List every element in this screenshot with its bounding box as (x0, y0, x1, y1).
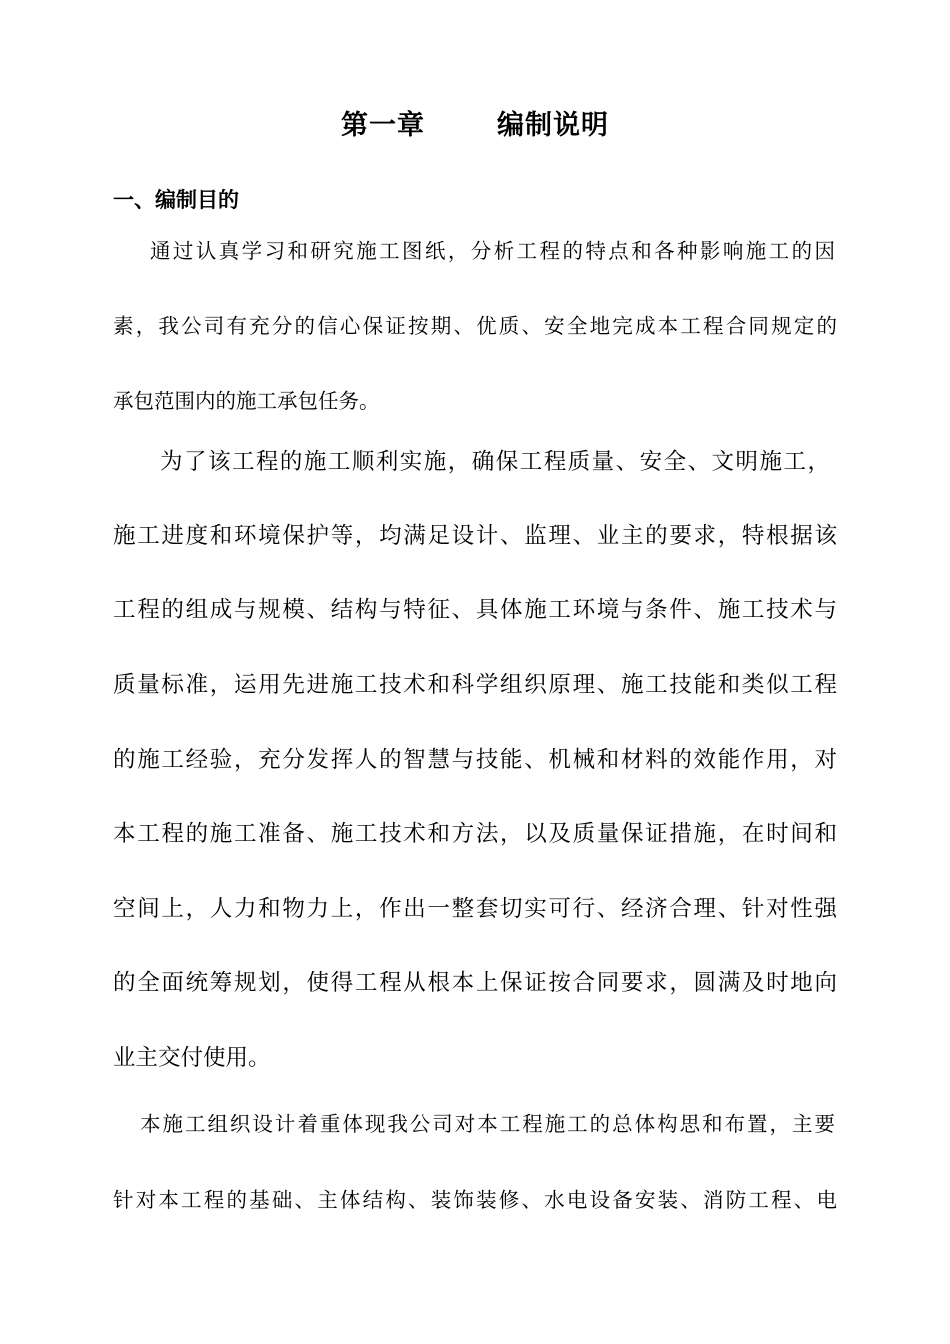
paragraph2-line-3: 工程的组成与规模、结构与特征、具体施工环境与条件、施工技术与 (113, 597, 837, 623)
section-heading: 一、编制目的 (113, 188, 239, 212)
paragraph2-line-6: 本工程的施工准备、施工技术和方法，以及质量保证措施，在时间和 (113, 821, 837, 847)
paragraph2-line-9: 业主交付使用。 (113, 1045, 271, 1071)
paragraph2-line-4: 质量标准，运用先进施工技术和科学组织原理、施工技能和类似工程 (113, 672, 837, 698)
paragraph2-line-7: 空间上，人力和物力上，作出一整套切实可行、经济合理、针对性强 (113, 896, 837, 922)
chapter-number: 第一章 (341, 110, 425, 141)
chapter-title (0, 106, 950, 146)
chapter-name: 编制说明 (497, 110, 609, 141)
paragraph1-line-2: 素，我公司有充分的信心保证按期、优质、安全地完成本工程合同规定的 (113, 314, 837, 338)
paragraph3-line-2: 针对本工程的基础、主体结构、装饰装修、水电设备安装、消防工程、电 (113, 1188, 837, 1212)
paragraph2-line-8: 的全面统筹规划，使得工程从根本上保证按合同要求，圆满及时地向 (113, 970, 837, 996)
paragraph3-line-1: 本施工组织设计着重体现我公司对本工程施工的总体构思和布置，主要 (140, 1112, 835, 1136)
paragraph2-line-5: 的施工经验，充分发挥人的智慧与技能、机械和材料的效能作用，对 (113, 747, 837, 773)
paragraph1-line-3: 承包范围内的施工承包任务。 (113, 389, 380, 413)
paragraph2-line-1: 为了该工程的施工顺利实施，确保工程质量、安全、文明施工， (160, 449, 830, 475)
paragraph2-line-2: 施工进度和环境保护等，均满足设计、监理、业主的要求，特根据该 (113, 523, 837, 549)
paragraph1-line-1: 通过认真学习和研究施工图纸，分析工程的特点和各种影响施工的因 (150, 239, 835, 263)
